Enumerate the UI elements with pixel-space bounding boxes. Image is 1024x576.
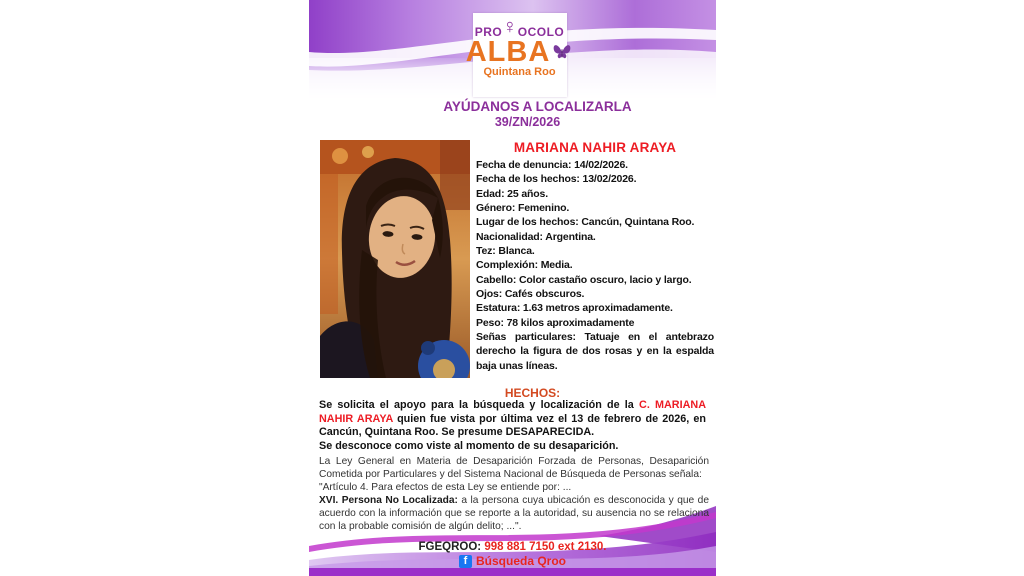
legal-clause-text: a la persona cuya ubicación es desconocida y que de acuerdo con la información que se reporte a la autoridad, su ausencia no se relaciona con la probable comisión de algún delito; ...". — [319, 495, 709, 532]
case-number: 39/ZN/2026 — [494, 115, 561, 129]
logo-region: Quintana Roo — [483, 66, 556, 78]
hechos-text-post: quien fue vista por última vez el 13 de febrero de 2026, en Cancún, Quintana Roo. Se presume DESAPARECIDA. — [319, 412, 706, 439]
logo-brand: ALBA — [465, 36, 551, 68]
legal-paragraph-2: "Artículo 4. Para efectos de esta Ley se entiende por: ... — [319, 482, 572, 493]
hechos-body — [319, 399, 706, 453]
detail-line: Complexión: Media. — [476, 259, 573, 272]
detail-line: Peso: 78 kilos aproximadamente — [476, 316, 635, 329]
detail-line: Tez: Blanca. — [476, 245, 535, 258]
person-details — [476, 158, 714, 373]
legal-clause-title: XVI. Persona No Localizada: — [319, 495, 458, 506]
legal-paragraph-1: La Ley General en Materia de Desaparición Forzada de Personas, Desaparición Cometida por Particulares y del Sistema Nacional de Búsqueda de Personas señala: — [319, 456, 709, 480]
facebook-icon: f — [459, 555, 472, 568]
logo-text-post: OCOLO — [517, 25, 565, 39]
missing-person-photo — [320, 140, 470, 378]
missing-person-poster — [309, 0, 716, 576]
agency-name: FGEQROO: — [418, 541, 482, 553]
detail-line: Género: Femenino. — [476, 202, 570, 215]
butterfly-icon — [551, 41, 573, 63]
person-name: MARIANA NAHIR ARAYA — [513, 140, 677, 155]
detail-line: Fecha de los hechos: 13/02/2026. — [476, 173, 637, 186]
legal-text — [319, 455, 709, 533]
hechos-person-name: C. MARIANA NAHIR ARAYA — [319, 399, 706, 425]
hechos-paragraph — [319, 399, 706, 440]
detail-line: Ojos: Cafés obscuros. — [476, 288, 585, 301]
legal-paragraph-3 — [319, 494, 709, 533]
logo-alba-line — [465, 36, 567, 68]
detail-line: Edad: 25 años. — [476, 187, 549, 200]
hechos-text-pre: Se solicita el apoyo para la búsqueda y localización de la — [319, 399, 640, 411]
female-symbol-icon: ♀ — [502, 16, 518, 38]
detail-line: Señas particulares: Tatuaje en el antebrazo derecho la figura de dos rosas y en la espalda baja unas líneas. — [476, 331, 714, 372]
detail-line: Lugar de los hechos: Cancún, Quintana Roo. — [476, 216, 695, 229]
hechos-title: HECHOS: — [504, 386, 561, 400]
contact-phone: 998 881 7150 ext 2130. — [484, 541, 607, 553]
hechos-note: Se desconoce como viste al momento de su desaparición. — [319, 439, 619, 452]
detail-line: Fecha de denuncia: 14/02/2026. — [476, 159, 628, 171]
detail-line: Cabello: Color castaño oscuro, lacio y largo. — [476, 273, 692, 286]
protocolo-alba-logo — [465, 13, 567, 97]
detail-line: Estatura: 1.63 metros aproximadamente. — [476, 302, 673, 315]
logo-text-pre: PRO — [474, 25, 503, 39]
facebook-line — [309, 554, 716, 568]
contact-line — [309, 541, 716, 553]
contact-footer — [309, 541, 716, 568]
detail-line: Nacionalidad: Argentina. — [476, 230, 596, 243]
help-headline: AYÚDANOS A LOCALIZARLA — [443, 99, 632, 114]
facebook-page-name: Búsqueda Qroo — [475, 554, 566, 568]
